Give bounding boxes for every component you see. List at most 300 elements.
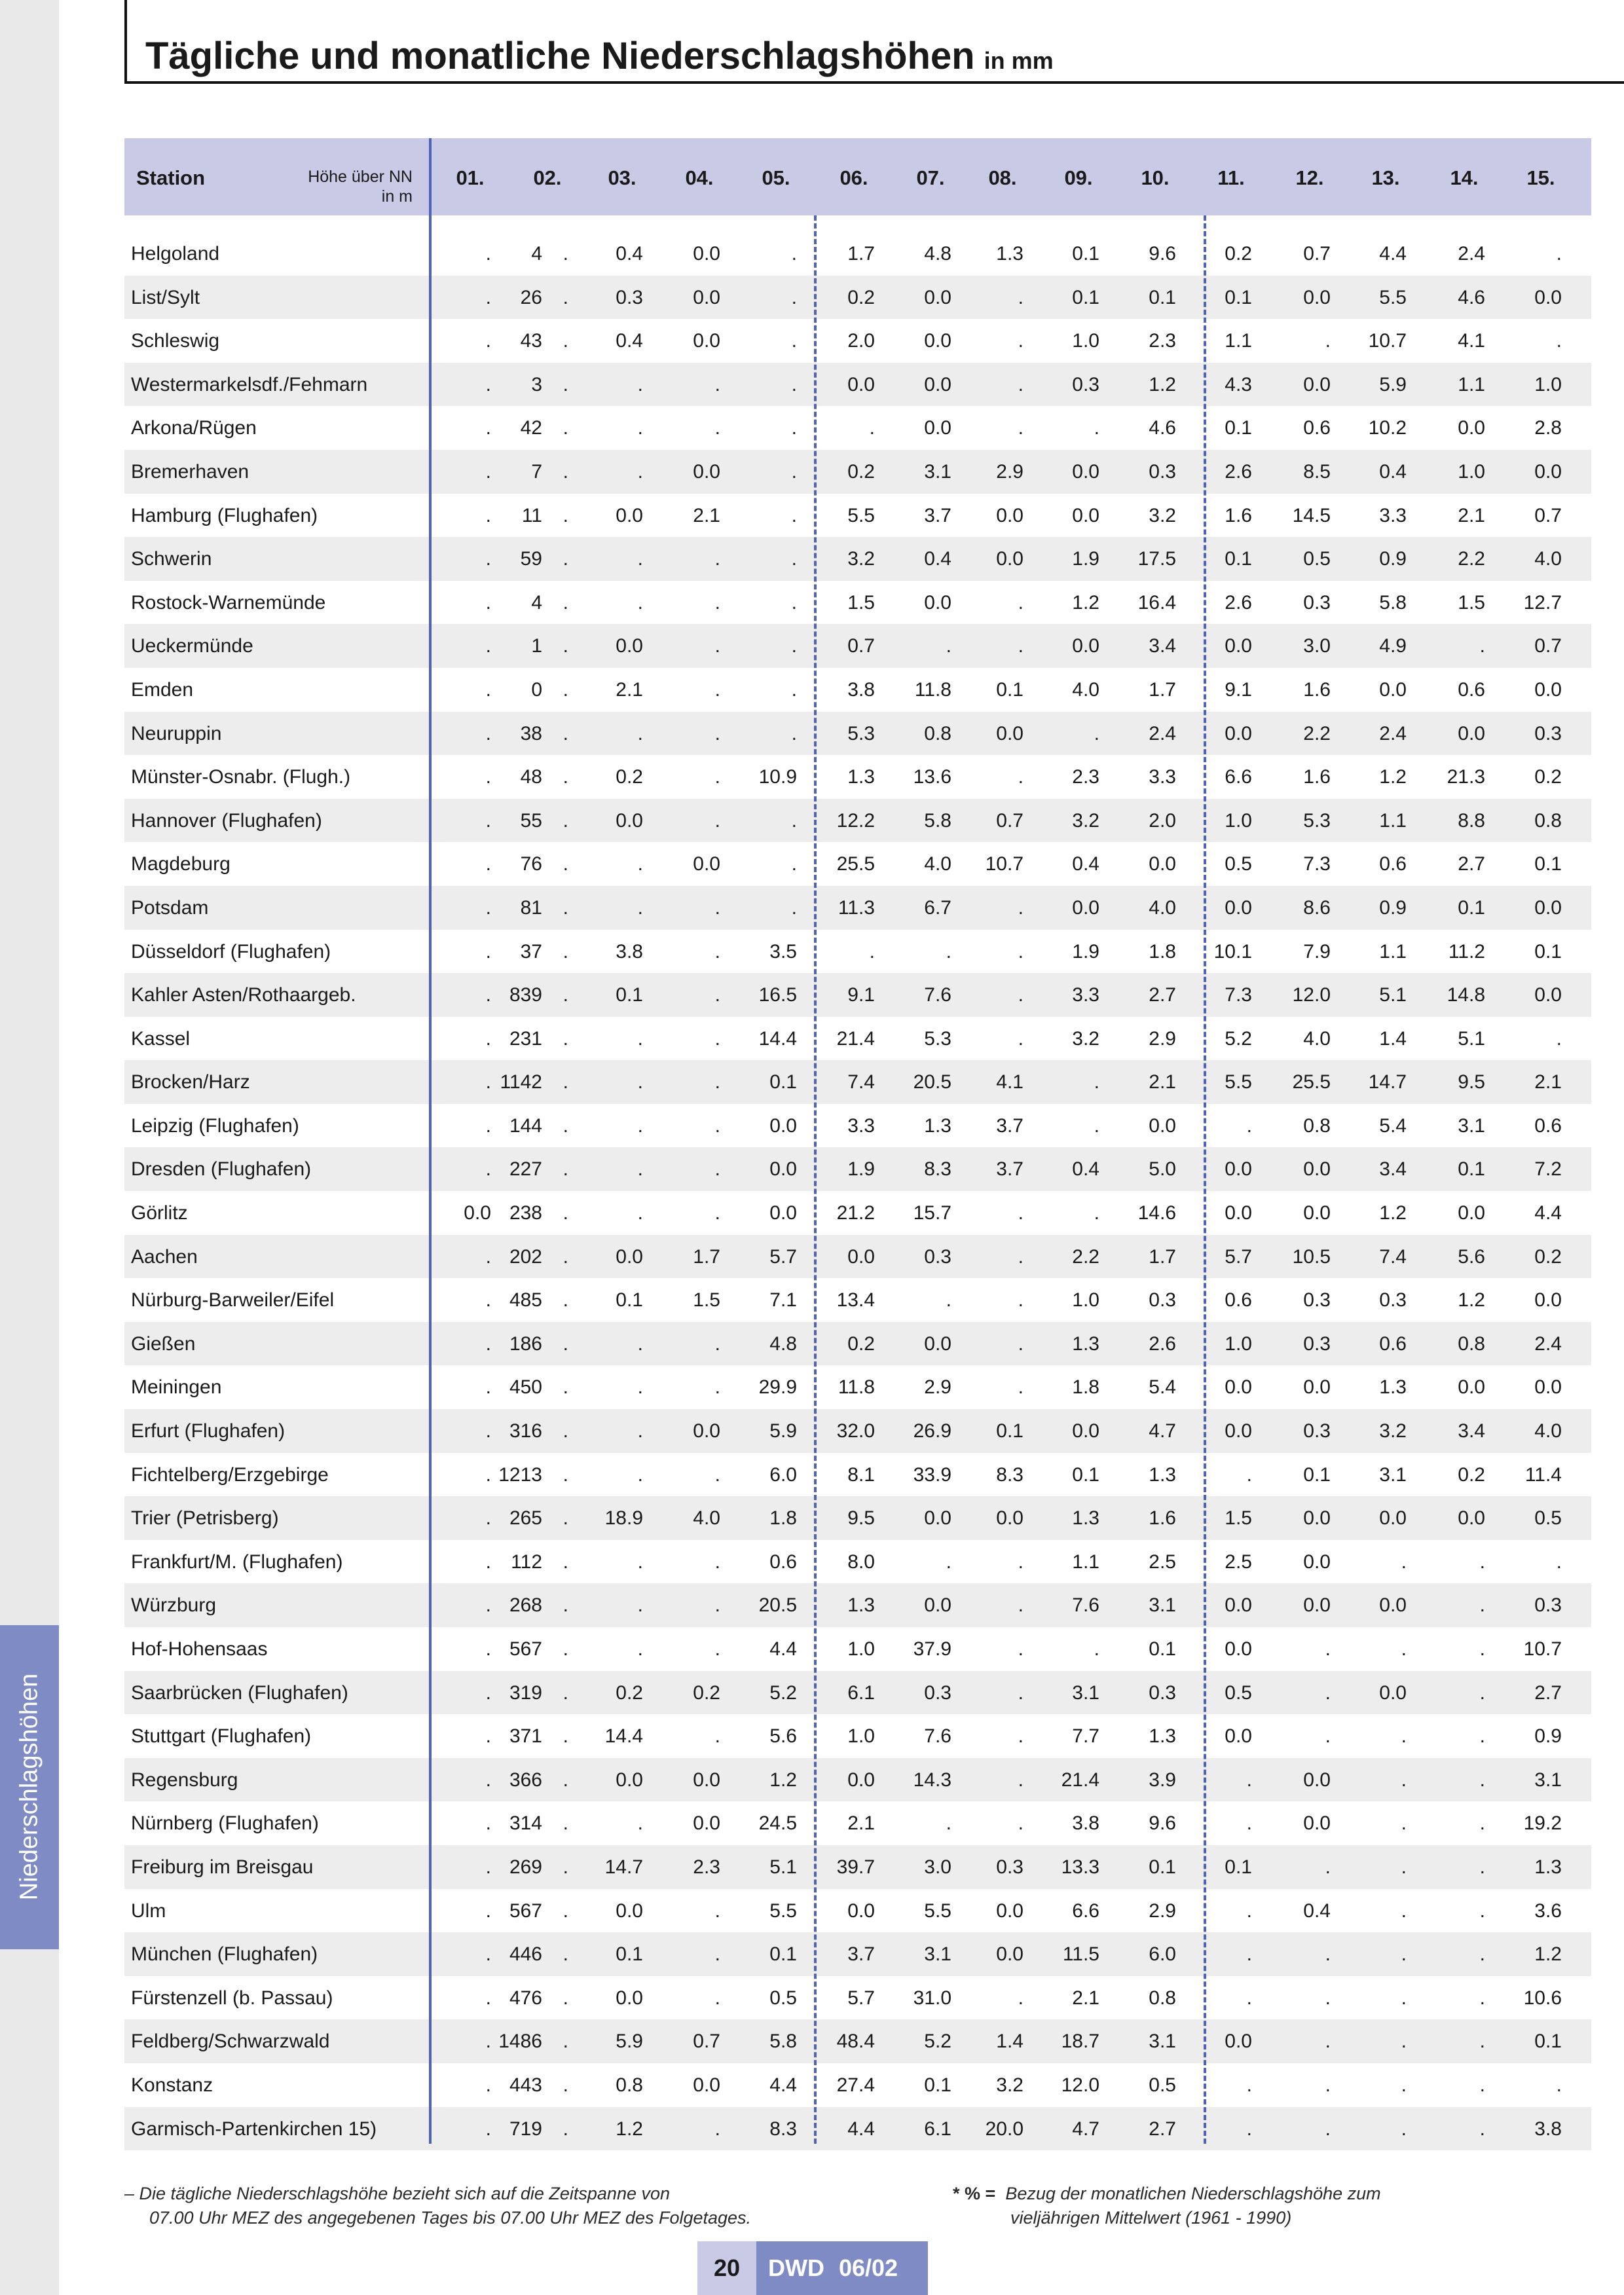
precip-value: 4.7 [1149,1420,1176,1442]
station-height: 202 [509,1245,542,1268]
precip-value: 5.4 [1149,1376,1176,1399]
station-height: 0 [531,678,542,701]
precip-value: . [1479,1812,1485,1835]
precip-value: 2.1 [1458,504,1485,526]
precip-value: 5.0 [1149,1158,1176,1181]
station-name: Aachen [131,1245,198,1268]
precip-value: 1.1 [1458,373,1485,395]
precip-value: . [485,984,491,1006]
precip-value: 0.0 [693,460,720,483]
precip-value: 2.2 [1458,548,1485,570]
precip-value: 0.3 [1303,1289,1331,1312]
precip-value: 0.0 [1303,1812,1331,1835]
station-height: 567 [509,1900,542,1922]
precip-value: . [1018,1987,1024,2009]
precip-value: 5.1 [1458,1027,1485,1050]
precip-value: 6.6 [1225,766,1252,788]
precip-value: 0.5 [1225,853,1252,875]
station-height: 76 [520,853,542,875]
precip-value: 0.6 [1458,678,1485,701]
precip-value: . [791,678,797,701]
station-height: 316 [509,1420,542,1442]
precip-value: 12.0 [1292,984,1331,1006]
station-name: Emden [131,678,194,701]
precip-value: 10.1 [1213,940,1252,963]
precip-value: . [485,1420,491,1442]
station-name: Görlitz [131,1202,188,1224]
precip-value: 8.0 [847,1551,875,1573]
precip-value: 0.0 [924,1507,951,1530]
header-day: 13. [1371,166,1400,189]
precip-value: 0.0 [1303,1594,1331,1617]
precip-value: . [1018,1245,1024,1268]
precip-value: 6.1 [847,1681,875,1704]
precip-value: . [637,1158,643,1181]
precip-value: 4.0 [924,853,951,875]
precip-value: 24.5 [758,1812,797,1835]
precip-value: 5.3 [1303,809,1331,832]
station-name: Hannover (Flughafen) [131,809,322,832]
precip-value: 0.7 [1534,635,1562,657]
precip-value: 0.1 [1225,1856,1252,1878]
precip-value: . [1094,417,1099,439]
precip-value: 14.4 [758,1027,797,1050]
precip-value: 1.7 [1149,678,1176,701]
precip-value: 14.5 [1292,504,1331,526]
precip-value: 10.9 [758,766,797,788]
precip-value: . [1018,591,1024,614]
precip-value: 0.0 [1458,1507,1485,1530]
precip-value: . [485,286,491,308]
precip-value: 9.6 [1149,1812,1176,1835]
precip-value: 2.4 [1379,722,1407,744]
precip-value: 3.1 [1149,1594,1176,1617]
precip-value: . [485,1245,491,1268]
precip-value: 0.9 [1379,896,1407,919]
precip-value: 1.0 [847,1725,875,1748]
precip-value: 1.5 [847,591,875,614]
precip-value: 0.1 [1072,1463,1099,1486]
table-row [124,1365,1591,1409]
header-height-line1: Höhe über NN [308,168,413,186]
precip-value: . [485,417,491,439]
precip-value: 13.4 [836,1289,875,1312]
precip-value: . [1325,2074,1331,2096]
precip-value: . [563,809,568,832]
precip-value: . [563,1638,568,1660]
footnote-right-symbol: * % = [953,2184,996,2203]
precip-value: . [1018,766,1024,788]
precip-value: 3.3 [847,1114,875,1137]
precip-value: . [1556,330,1562,352]
station-name: Dresden (Flughafen) [131,1158,312,1181]
precip-value: . [1246,1114,1252,1137]
station-name: Düsseldorf (Flughafen) [131,940,331,963]
table-row [124,2107,1591,2151]
precip-value: 2.8 [1534,417,1562,439]
precip-value: 0.4 [1379,460,1407,483]
precip-value: 0.4 [616,330,643,352]
precip-value: 0.6 [769,1551,797,1573]
precip-value: . [1401,1987,1407,2009]
precip-value: . [485,1943,491,1966]
precip-value: 14.4 [604,1725,643,1748]
precip-value: 4.4 [1379,243,1407,265]
precip-value: 4.0 [1303,1027,1331,1050]
precip-value: . [637,896,643,919]
station-height: 48 [520,766,542,788]
precip-value: 0.0 [1225,1725,1252,1748]
station-name: Erfurt (Flughafen) [131,1420,286,1442]
station-height: 4 [531,243,542,265]
precip-value: 0.0 [769,1202,797,1224]
station-name: Kassel [131,1027,191,1050]
precip-value: . [1325,1638,1331,1660]
precip-value: 0.3 [1072,373,1099,395]
precip-value: 0.0 [1303,1158,1331,1181]
precip-value: 1.0 [1458,460,1485,483]
precip-value: 3.0 [924,1856,951,1878]
footnote-right [953,2182,1381,2230]
precip-value: . [714,678,720,701]
precip-value: 7.7 [1072,1725,1099,1748]
precip-value: . [1094,1071,1099,1093]
precip-value: 14.6 [1137,1202,1176,1224]
precip-value: 2.9 [1149,1027,1176,1050]
precip-value: 0.3 [1149,1681,1176,1704]
precip-value: 25.5 [1292,1071,1331,1093]
precip-value: 1.3 [1534,1856,1562,1878]
station-name: Westermarkelsdf./Fehmarn [131,373,368,395]
precip-value: . [485,853,491,875]
station-name: Brocken/Harz [131,1071,250,1093]
precip-value: 0.0 [693,243,720,265]
precip-value: 0.7 [1303,243,1331,265]
precip-value: . [1094,1638,1099,1660]
precip-value: 0.6 [1379,1332,1407,1355]
precip-value: . [563,1943,568,1966]
precip-value: . [1401,1725,1407,1748]
precip-value: 0.0 [616,1769,643,1791]
precip-value: 1.6 [1149,1507,1176,1530]
precip-value: 1.2 [616,2118,643,2140]
precip-value: 0.1 [769,1071,797,1093]
table-row [124,1060,1591,1104]
table-row [124,1845,1591,1889]
precip-value: 5.5 [1379,286,1407,308]
precip-value: . [1094,1114,1099,1137]
precip-value: 21.4 [1061,1769,1099,1791]
precip-value: 0.0 [1303,1376,1331,1399]
precip-value: 0.0 [1379,1594,1407,1617]
precip-value: . [637,1420,643,1442]
precip-value: . [714,1900,720,1922]
table-row [124,581,1591,625]
precip-value: 5.1 [769,1856,797,1878]
precip-value: 2.5 [1149,1551,1176,1573]
precip-value: . [485,1027,491,1050]
precip-value: 3.3 [1149,766,1176,788]
precip-value: 0.0 [769,1114,797,1137]
precip-value: 0.7 [693,2030,720,2053]
precip-value: 1.1 [1072,1551,1099,1573]
precip-value: . [637,1463,643,1486]
precip-value: . [637,1812,643,1835]
precip-value: 7.3 [1225,984,1252,1006]
precip-value: 1.2 [1379,1202,1407,1224]
precip-value: 21.2 [836,1202,875,1224]
precip-value: 0.9 [1534,1725,1562,1748]
precip-value: 3.1 [1379,1463,1407,1486]
station-name: Magdeburg [131,853,231,875]
precip-value: . [1018,1376,1024,1399]
precip-value: 2.4 [1534,1332,1562,1355]
precip-value: . [1246,1987,1252,2009]
precip-value: . [1479,2030,1485,2053]
precip-value: . [637,1332,643,1355]
precip-value: 0.2 [1458,1463,1485,1486]
precip-value: . [1094,722,1099,744]
header-day: 12. [1295,166,1324,189]
table-row [124,1889,1591,1933]
header-day: 07. [916,166,945,189]
precip-value: 0.0 [924,1594,951,1617]
section-tab [0,1625,59,1949]
precip-value: 3.7 [847,1943,875,1966]
table-row [124,406,1591,450]
precip-value: 0.3 [924,1681,951,1704]
precip-value: 8.3 [769,2118,797,2140]
footnote-right-line2: vieljährigen Mittelwert (1961 - 1990) [1010,2208,1292,2228]
precip-value: 1.2 [1379,766,1407,788]
precip-value: . [485,809,491,832]
precip-value: . [1018,417,1024,439]
station-height: 1486 [498,2030,542,2053]
precip-value: 0.0 [924,591,951,614]
precip-value: 31.0 [913,1987,951,2009]
precip-value: . [1018,1551,1024,1573]
precip-value: 0.1 [1225,417,1252,439]
precip-value: . [791,330,797,352]
precip-value: . [1401,1856,1407,1878]
side-strip [0,0,59,2295]
precip-value: 0.6 [1534,1114,1562,1137]
precip-value: . [946,1551,951,1573]
precip-value: . [714,1114,720,1137]
precip-value: . [791,853,797,875]
station-name: Leipzig (Flughafen) [131,1114,299,1137]
precip-value: 11.5 [1062,1943,1099,1966]
precip-value: . [1018,1725,1024,1748]
precip-value: . [714,1638,720,1660]
precip-value: 10.7 [1368,330,1407,352]
precip-value: . [563,896,568,919]
header-station: Station [136,166,206,189]
precip-value: . [563,1376,568,1399]
precip-value: . [946,635,951,657]
precip-value: . [563,1507,568,1530]
station-name: Bremerhaven [131,460,249,483]
precip-value: . [714,1202,720,1224]
precip-value: . [714,1071,720,1093]
station-height: 265 [509,1507,542,1530]
precip-value: 1.6 [1225,504,1252,526]
precip-value: 1.8 [769,1507,797,1530]
header-day: 10. [1141,166,1170,189]
table-row [124,886,1591,930]
station-height: 1142 [500,1071,542,1093]
precip-value: 1.9 [847,1158,875,1181]
precip-value: 26.9 [913,1420,951,1442]
precip-value: 0.0 [1458,722,1485,744]
footer-issue: 06/02 [838,2254,898,2281]
table-row [124,1453,1591,1497]
precip-value: 0.1 [1225,286,1252,308]
table-row [124,232,1591,276]
precip-value: . [714,417,720,439]
precip-value: 3.8 [1072,1812,1099,1835]
precip-value: 14.7 [1368,1071,1407,1093]
precip-value: 2.7 [1458,853,1485,875]
precip-value: 2.4 [1458,243,1485,265]
station-height: 366 [509,1769,542,1791]
precip-value: . [563,504,568,526]
precip-value: . [563,1856,568,1878]
footnote-right-line1: Bezug der monatlichen Niederschlagshöhe zum [1005,2184,1381,2203]
precip-value: . [1479,1638,1485,1660]
precip-value: 1.5 [693,1289,720,1312]
precip-value: 8.3 [996,1463,1024,1486]
precip-value: 0.8 [1303,1114,1331,1137]
precip-value: 0.0 [693,1420,720,1442]
precip-value: . [1325,330,1331,352]
precip-value: . [485,2074,491,2096]
precip-value: . [791,460,797,483]
precip-value: 1.2 [1534,1943,1562,1966]
precip-value: 9.1 [847,984,875,1006]
precip-value: . [1479,1987,1485,2009]
precip-value: . [637,1114,643,1137]
precip-value: . [714,1463,720,1486]
precip-value: . [563,243,568,265]
precip-value: 2.1 [1149,1071,1176,1093]
header-day: 15. [1526,166,1555,189]
table-row [124,973,1591,1017]
precip-value: . [714,1332,720,1355]
precip-value: 0.1 [1534,2030,1562,2053]
precip-value: 3.1 [1149,2030,1176,2053]
table-row [124,1017,1591,1061]
station-height: 1 [531,635,542,657]
station-name: Freiburg im Breisgau [131,1856,314,1878]
precip-value: 5.6 [769,1725,797,1748]
precip-value: 0.0 [693,2074,720,2096]
precip-value: . [791,722,797,744]
station-height: 7 [531,460,542,483]
station-name: Rostock-Warnemünde [131,591,326,614]
precip-value: 0.0 [1458,417,1485,439]
precip-value: 1.8 [1072,1376,1099,1399]
precip-value: . [563,1114,568,1137]
station-name: Feldberg/Schwarzwald [131,2030,330,2053]
precip-value: . [563,1027,568,1050]
precip-value: . [714,1987,720,2009]
precip-value: 0.0 [1303,1202,1331,1224]
precip-value: 1.0 [1072,330,1099,352]
precip-value: . [1479,1856,1485,1878]
precip-value: 0.3 [616,286,643,308]
precip-value: . [791,243,797,265]
precip-value: 2.1 [616,678,643,701]
precip-value: 4.4 [847,2118,875,2140]
station-name: Saarbrücken (Flughafen) [131,1681,348,1704]
station-name: Helgoland [131,243,220,265]
station-height: 186 [509,1332,542,1355]
precip-value: 21.3 [1447,766,1485,788]
precip-value: 0.0 [924,417,951,439]
page-title [145,34,1054,78]
precip-value: 1.3 [847,766,875,788]
header-day: 03. [608,166,637,189]
precip-value: . [1556,2074,1562,2096]
precip-value: . [1018,1289,1024,1312]
precip-value: . [563,984,568,1006]
precip-value: 5.7 [1225,1245,1252,1268]
precip-value: 0.1 [769,1943,797,1966]
station-name: Nürburg-Barweiler/Eifel [131,1289,335,1312]
precip-value: 5.8 [769,2030,797,2053]
table-row [124,276,1591,320]
precip-value: . [485,548,491,570]
precip-value: 5.9 [769,1420,797,1442]
precip-value: . [1018,896,1024,919]
precip-value: . [946,1812,951,1835]
precip-value: 0.2 [693,1681,720,1704]
precip-value: 0.0 [847,1769,875,1791]
precip-value: 0.0 [1149,853,1176,875]
precip-value: . [1246,2074,1252,2096]
precip-value: 0.7 [847,635,875,657]
precip-value: 3.7 [996,1158,1024,1181]
precip-value: 0.0 [1225,2030,1252,2053]
header-day: 05. [762,166,790,189]
precip-value: 0.1 [996,678,1024,701]
precip-value: 0.0 [1379,1507,1407,1530]
precip-value: . [563,1463,568,1486]
precip-value: 4.1 [996,1071,1024,1093]
precip-value: . [485,766,491,788]
precip-value: . [714,940,720,963]
precip-value: 0.2 [847,286,875,308]
precip-value: 11.4 [1524,1463,1562,1486]
precip-value: . [1018,984,1024,1006]
precip-value: . [485,373,491,395]
precip-value: 3.1 [924,1943,951,1966]
precip-value: 1.9 [1072,548,1099,570]
table-row [124,319,1591,363]
precip-value: 3.6 [1534,1900,1562,1922]
precip-value: . [869,417,875,439]
precip-value: 1.0 [1225,1332,1252,1355]
table-row [124,1540,1591,1584]
precip-value: 1.1 [1225,330,1252,352]
precip-value: . [1556,1027,1562,1050]
precip-value: 2.3 [693,1856,720,1878]
table-row [124,1671,1591,1715]
precip-value: 16.4 [1137,591,1176,614]
precip-value: . [1479,2118,1485,2140]
precip-value: 0.6 [1225,1289,1252,1312]
